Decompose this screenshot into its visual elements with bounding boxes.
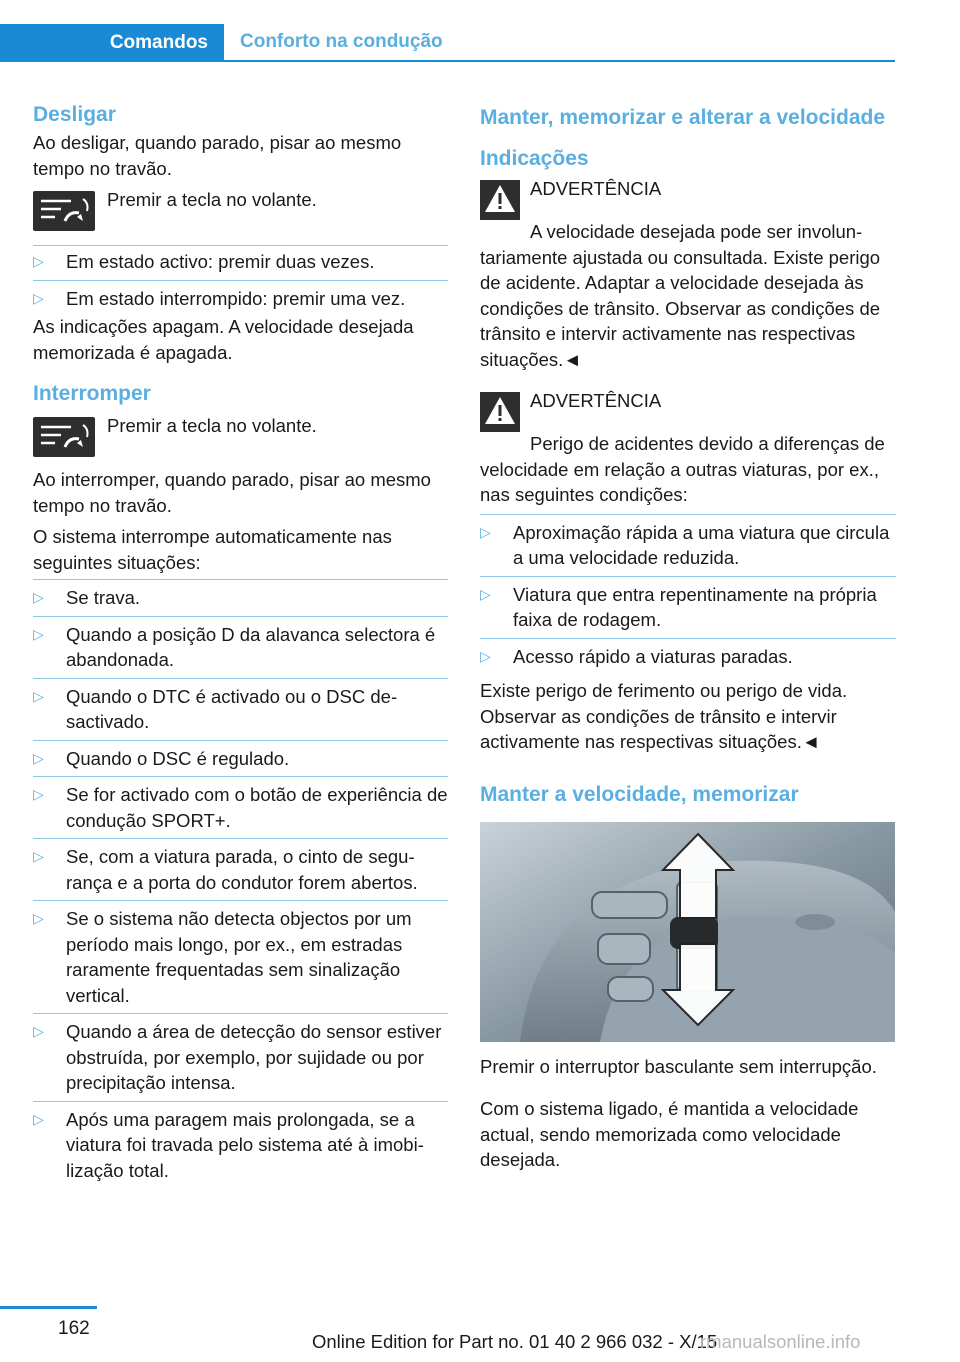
list-item: ▷ Quando o DTC é activado ou o DSC desactivado.	[33, 685, 398, 732]
manter-p1: Premir o interruptor basculante sem interrupção.	[480, 1055, 877, 1077]
warning-block-1	[480, 176, 896, 220]
online-edition: Online Edition for Part no. 01 40 2 966 032 - X/15	[312, 1331, 718, 1352]
list-item: ▷ Se, com a viatura parada, o cinto de segurança e a porta do condutor forem abertos.	[33, 846, 418, 893]
desligar-icon-row	[33, 187, 448, 231]
heading-interromper: Interromper	[33, 382, 151, 405]
triangle-right-icon: ▷	[33, 1110, 44, 1127]
triangle-right-icon: ▷	[33, 687, 44, 704]
triangle-right-icon: ▷	[33, 848, 44, 864]
list-item: ▷ Se for activado com o botão de experiência de condução SPORT+.	[33, 784, 448, 831]
manter-p2: Com o sistema ligado, é mantida a velocidade actual, sendo memorizada como velocidade desejada.	[480, 1098, 859, 1170]
triangle-right-icon: ▷	[480, 585, 491, 602]
footer-rule	[0, 1306, 97, 1309]
heading-manter-memorizar-alterar: Manter, memorizar e alterar a velocidade	[480, 106, 886, 129]
triangle-right-icon: ▷	[33, 289, 44, 306]
chapter-header	[0, 24, 895, 62]
list-item: ▷ Após uma paragem mais prolongada, se a viatura foi travada pelo sistema até à imobilização total.	[33, 1108, 424, 1181]
list-item: ▷ Se trava.	[33, 580, 448, 616]
watermark: rmanualsonline.info	[700, 1331, 861, 1352]
warning-2-after: Existe perigo de ferimento ou perigo de vida. Observar as condições de trânsito e intervir activamente nas respectivas situações.◄	[480, 680, 848, 752]
steering-wheel-rocker-switch-photo	[480, 822, 895, 1042]
warning-triangle-icon	[480, 392, 520, 432]
desligar-after: As indicações apagam. A velocidade desejada memorizada é apagada.	[33, 316, 414, 363]
triangle-right-icon: ▷	[33, 749, 44, 766]
interromper-list	[33, 579, 448, 1188]
warning-1-title: ADVERTÊNCIA	[530, 178, 662, 199]
heading-manter-velocidade: Manter a velocidade, memorizar	[480, 782, 799, 806]
desligar-list	[33, 246, 448, 314]
list-item: ▷ Quando o DSC é regulado.	[33, 741, 448, 777]
list-item: ▷ Aproximação rápida a uma viatura que circula a uma velocidade reduzida.	[480, 521, 890, 568]
list-item: ▷ Acesso rápido a viaturas paradas.	[480, 639, 896, 675]
triangle-right-icon: ▷	[33, 786, 44, 802]
triangle-right-icon: ▷	[480, 647, 491, 664]
tab-conforto-na-conducao[interactable]: Conforto na condução	[240, 31, 443, 52]
warning-2-list	[480, 514, 896, 675]
page-number: 162	[58, 1318, 90, 1339]
triangle-right-icon: ▷	[33, 589, 44, 605]
interromper-p2: O sistema interrompe automaticamente nas seguintes situações:	[33, 526, 392, 573]
warning-block-2	[480, 388, 896, 432]
list-item: ▷ Em estado interrompido: premir uma vez.	[33, 281, 448, 315]
desligar-icon-text: Premir a tecla no volante.	[107, 189, 317, 210]
triangle-right-icon: ▷	[33, 1023, 44, 1039]
list-item: ▷ Quando a posição D da alavanca selectora é abandonada.	[33, 623, 436, 670]
list-item: ▷ Quando a área de detecção do sensor estiver obstruída, por exemplo, por sujidade ou por precipitação intensa.	[33, 1021, 442, 1093]
triangle-right-icon: ▷	[33, 253, 44, 269]
warning-2-title: ADVERTÊNCIA	[530, 390, 662, 411]
triangle-right-icon: ▷	[480, 523, 491, 540]
heading-indicacoes: Indicações	[480, 147, 589, 170]
heading-desligar: Desligar	[33, 103, 116, 126]
triangle-right-icon: ▷	[33, 910, 44, 926]
desligar-intro: Ao desligar, quando parado, pisar ao mesmo tempo no travão.	[33, 132, 402, 179]
interromper-icon-row	[33, 413, 448, 457]
interromper-icon-text: Premir a tecla no volante.	[107, 415, 317, 436]
tab-comandos[interactable]: Comandos	[0, 24, 224, 62]
triangle-right-icon: ▷	[33, 625, 44, 642]
warning-triangle-icon	[480, 180, 520, 220]
right-column	[480, 100, 896, 1173]
list-item: ▷ Viatura que entra repentinamente na própria faixa de rodagem.	[480, 583, 877, 630]
cruise-control-icon	[33, 191, 95, 231]
warning-2-text: Perigo de acidentes devido a diferenças de velocidade em relação a outras viaturas, por ex., nas seguintes condições:	[480, 433, 885, 505]
interromper-p1: Ao interromper, quando parado, pisar ao mesmo tempo no travão.	[33, 469, 431, 516]
list-item: ▷ Se o sistema não detecta objectos por um período mais longo, por ex., em estradas raramente frequentadas sem sinalização vertical.	[33, 908, 412, 1006]
warning-1-text: A velocidade desejada pode ser involuntariamente ajustada ou consultada. Existe perigo de acidente. Adaptar a velocidade desejada às condições de trânsito. Observar as condições de trânsito e intervir activamente nas respectivas situações.◄	[480, 221, 881, 370]
left-column	[33, 100, 448, 1188]
list-item: ▷ Em estado activo: premir duas vezes.	[33, 246, 448, 280]
cruise-control-icon	[33, 417, 95, 457]
